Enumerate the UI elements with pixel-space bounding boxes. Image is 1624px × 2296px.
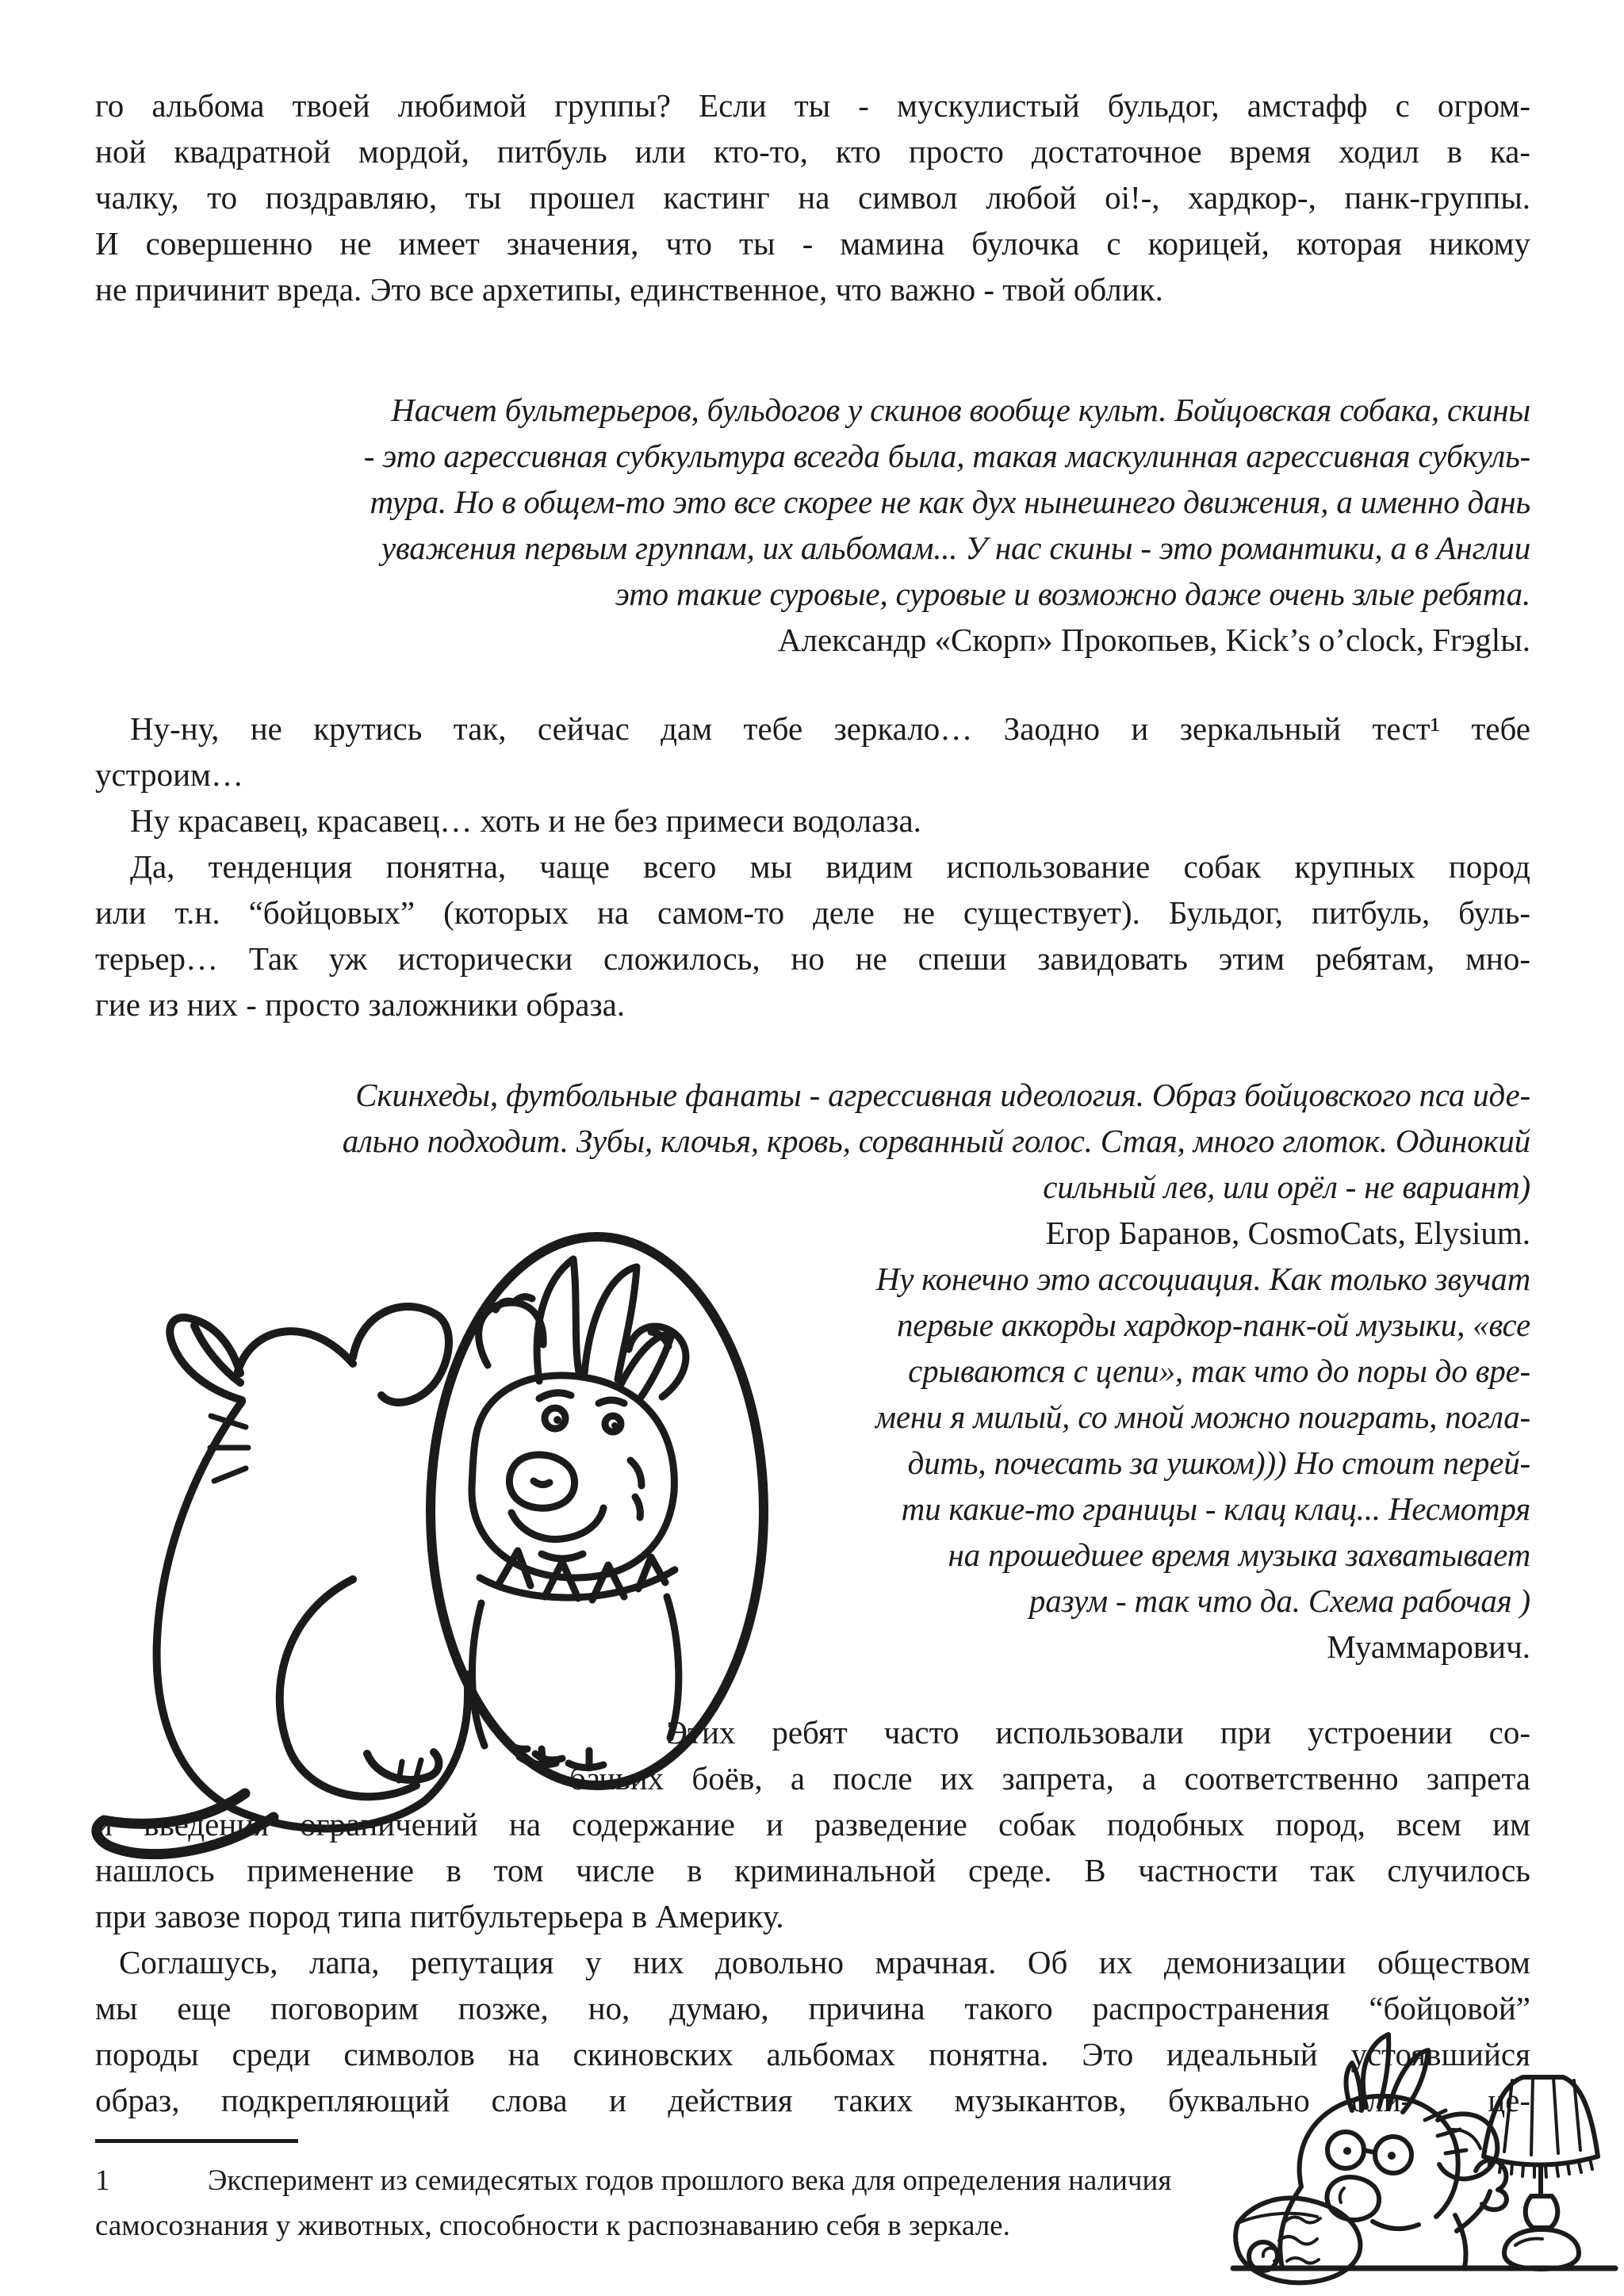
text-line: или т.н. “бойцовых” (которых на самом-то деле не существует). Бульдог, питбуль, буль- <box>95 894 1530 931</box>
text-line: ной квадратной мордой, питбуль или кто-то, кто просто достаточное время ходил в ка- <box>95 133 1530 170</box>
epigraph-scorp-text <box>95 387 1530 617</box>
text-line: мы еще поговорим позже, но, думаю, причина такого распространения “бойцовой” <box>95 1990 1530 2026</box>
text-line: Скинхеды, футбольные фанаты - агрессивная идеология. Образ бойцовского пса иде- <box>355 1077 1530 1113</box>
epigraph-scorp <box>95 387 1530 663</box>
paragraph-dog-fights <box>95 1709 1530 1939</box>
lastline-before-gap: образ, подкрепляющий слова и действия таких музыкантов, буквально оли- <box>95 2082 1412 2118</box>
epigraph-baranov-text <box>95 1072 1530 1210</box>
text-line: бачьих боёв, а после их запрета, а соответственно запрета <box>569 1760 1530 1797</box>
text-line: чалку, то поздравляю, ты прошел кастинг на символ любой oi!-, хардкор-, панк-группы. <box>95 179 1530 216</box>
text-line: Соглашусь, лапа, репутация у них довольно мрачная. Об их демонизации обществом <box>119 1944 1530 1980</box>
text-line: сильный лев, или орёл - не вариант) <box>1043 1169 1530 1205</box>
paragraph-reputation-text <box>95 1939 1530 2077</box>
text-line: породы среди символов на скиновских альбомах понятна. Это идеальный устоявшийся <box>95 2036 1530 2072</box>
epigraph-baranov-attribution: Егор Баранов, CosmoCats, Elysium. <box>1045 1215 1530 1251</box>
text-line: нашлось применение в том числе в криминальной среде. В частности так случилось <box>95 1852 1530 1888</box>
text-line: гие из них - просто заложники образа. <box>95 986 626 1023</box>
text-line: и введения ограничений на содержание и разведение собак подобных пород, всем им <box>95 1806 1530 1843</box>
text-line: устроим… <box>95 756 244 793</box>
text-line: Насчет бультерьеров, бульдогов у скинов вообще культ. Бойцовская собака, скины <box>391 392 1530 428</box>
text-line: Ну-ну, не крутись так, сейчас дам тебе зеркало… Заодно и зеркальный тест¹ тебе <box>130 710 1530 747</box>
text-line: Ну конечно это ассоциация. Как только звучат <box>875 1261 1530 1297</box>
text-line: го альбома твоей любимой группы? Если ты - мускулистый бульдог, амстафф с огром- <box>95 87 1530 124</box>
text-line: Этих ребят часто использовали при устроении со- <box>666 1714 1530 1751</box>
text-line: ти какие-то границы - клац клац... Несмотря <box>901 1490 1530 1527</box>
text-line: Да, тенденция понятна, чаще всего мы видим использование собак крупных пород <box>130 848 1530 885</box>
footnote-text <box>95 2158 1530 2248</box>
text-line: это такие суровые, суровые и возможно даже очень злые ребята. <box>615 576 1530 612</box>
text-line: мени я милый, со мной можно поиграть, погла- <box>875 1399 1530 1435</box>
text-line: Ну красавец, красавец… хоть и не без примеси водолаза. <box>130 802 921 839</box>
epigraph-muammarovich <box>95 1256 1530 1670</box>
text-line: при завозе пород типа питбультерьера в Америку. <box>95 1898 784 1934</box>
footnote <box>95 2158 1530 2248</box>
text-line: на прошедшее время музыка захватывает <box>948 1536 1530 1573</box>
text-line: Эксперимент из семидесятых годов прошлого века для определения наличия <box>208 2164 1172 2197</box>
paragraph-dialogue <box>95 706 1530 1027</box>
epigraph-baranov <box>95 1072 1530 1256</box>
paragraph-opening <box>95 82 1530 312</box>
text-line: дить, почесать за ушком))) Но стоит перей- <box>907 1445 1530 1481</box>
text-line: срываются с цепи», так что до поры до вре- <box>908 1353 1530 1389</box>
text-line: И совершенно не имеет значения, что ты - мамина булочка с корицей, которая никому <box>95 225 1530 262</box>
footnote-divider <box>95 2139 298 2143</box>
text-line: уважения первым группам, их альбомам... У нас скины - это романтики, а в Англии <box>381 530 1530 566</box>
text-line: тура. Но в общем-то это все скорее не как дух нынешнего движения, а именно дань <box>370 484 1530 520</box>
text-line: разум - так что да. Схема рабочая ) <box>1028 1582 1530 1619</box>
paragraph-reputation <box>95 1939 1530 2123</box>
text-line: самосознания у животных, способности к распознаванию себя в зеркале. <box>95 2210 1010 2242</box>
footnote-marker: 1 <box>95 2164 110 2197</box>
lastline-after-gap: це- <box>1488 2082 1530 2118</box>
epigraph-scorp-attribution: Александр «Скорп» Прокопьев, Kick’s o’clock, Frэglы. <box>777 622 1530 658</box>
paragraph-reputation-lastline <box>95 2077 1530 2123</box>
epigraph-muammarovich-attribution: Муаммарович. <box>1327 1628 1530 1665</box>
text-line: ально подходит. Зубы, клочья, кровь, сорванный голос. Стая, много глоток. Одинокий <box>342 1123 1530 1159</box>
text-line: терьер… Так уж исторически сложилось, но не спеши завидовать этим ребятам, мно- <box>95 940 1530 977</box>
text-line: не причинит вреда. Это все архетипы, единственное, что важно - твой облик. <box>95 271 1163 308</box>
text-line: - это агрессивная субкультура всегда была, такая маскулинная агрессивная субкуль- <box>363 438 1530 474</box>
text-line: первые аккорды хардкор-панк-ой музыки, «все <box>896 1307 1530 1343</box>
epigraph-muammarovich-text <box>95 1256 1530 1624</box>
